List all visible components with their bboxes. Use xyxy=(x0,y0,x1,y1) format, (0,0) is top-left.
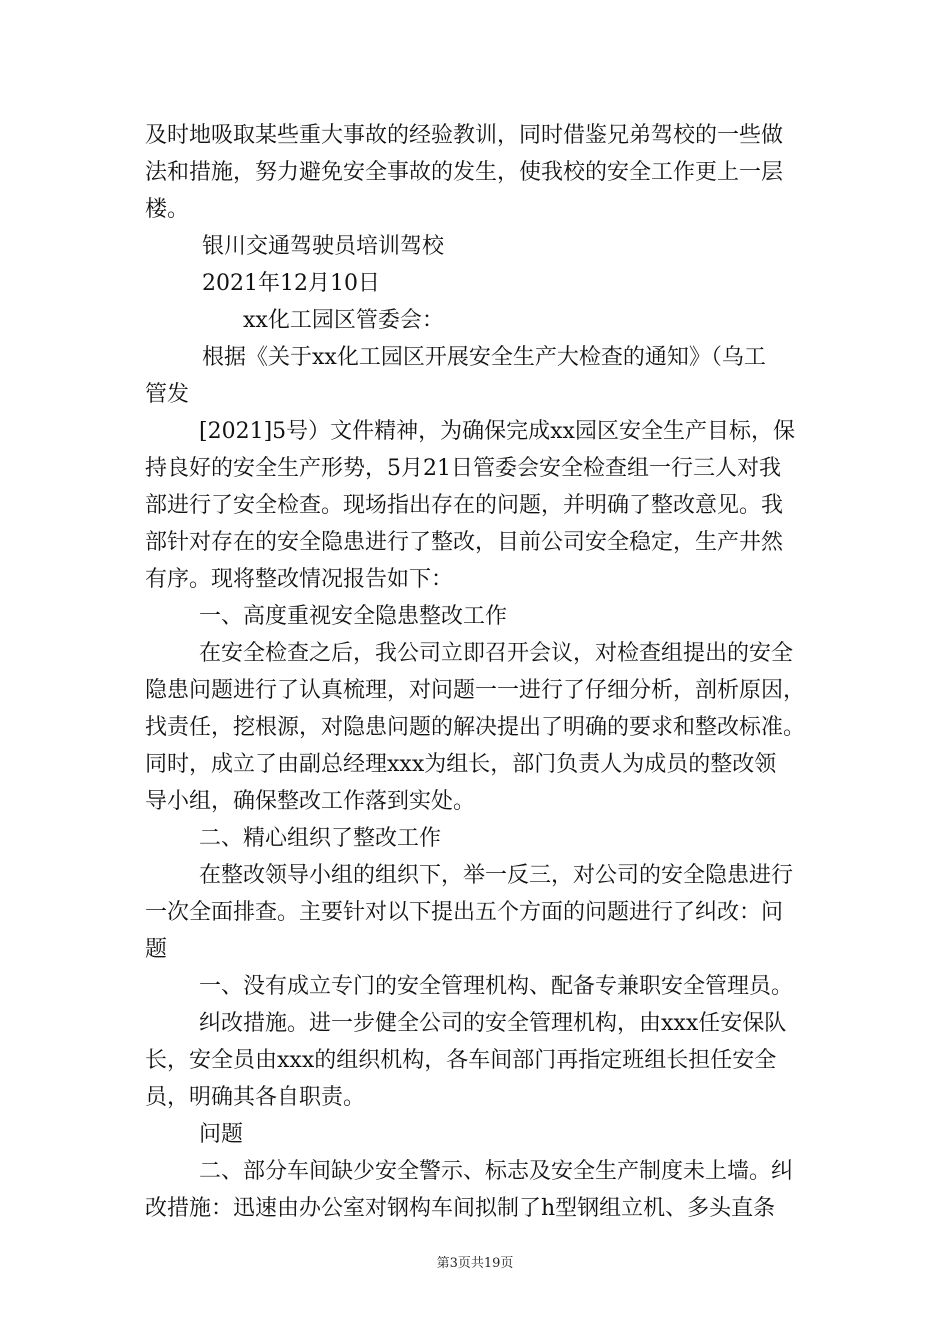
text-line: 改措施：迅速由办公室对钢构车间拟制了h型钢组立机、多头直条 xyxy=(145,1196,776,1221)
text-line: 题 xyxy=(145,937,168,962)
section-heading: 二、精心组织了整改工作 xyxy=(199,826,442,851)
text-line: 一、没有成立专门的安全管理机构、配备专兼职安全管理员。 xyxy=(199,974,794,999)
text-line: [2021]5号）文件精神，为确保完成xx园区安全生产目标，保 xyxy=(199,419,795,444)
addressee: xx化工园区管委会： xyxy=(243,308,444,333)
text-line: 一次全面排查。主要针对以下提出五个方面的问题进行了纠改：问 xyxy=(145,900,784,925)
text-line: 二、部分车间缺少安全警示、标志及安全生产制度未上墙。纠 xyxy=(199,1159,794,1184)
signature-date: 2021年12月10日 xyxy=(202,271,380,296)
document-body xyxy=(145,117,810,1227)
school-name: 银川交通驾驶员培训驾校 xyxy=(202,234,445,259)
text-line: 及时地吸取某些重大事故的经验教训，同时借鉴兄弟驾校的一些做 xyxy=(145,123,784,148)
text-line: 导小组，确保整改工作落到实处。 xyxy=(145,789,476,814)
text-line: 根据《关于xx化工园区开展安全生产大检查的通知》（乌工 xyxy=(202,345,766,370)
section-heading: 一、高度重视安全隐患整改工作 xyxy=(199,604,508,629)
page-number: 第3页共19页 xyxy=(436,1256,514,1271)
text-line: 同时，成立了由副总经理xxx为组长，部门负责人为成员的整改领 xyxy=(145,752,777,777)
text-line: 法和措施，努力避免安全事故的发生，使我校的安全工作更上一层 xyxy=(145,160,784,185)
text-line: 员，明确其各自职责。 xyxy=(145,1085,366,1110)
text-line: 有序。现将整改情况报告如下： xyxy=(145,567,454,592)
text-line: 在整改领导小组的组织下，举一反三，对公司的安全隐患进行 xyxy=(199,863,794,888)
text-line: 楼。 xyxy=(145,197,190,222)
text-line: 隐患问题进行了认真梳理，对问题一一进行了仔细分析，剖析原因， xyxy=(145,678,806,703)
text-line: 在安全检查之后，我公司立即召开会议，对检查组提出的安全 xyxy=(199,641,794,666)
text-line: 找责任，挖根源，对隐患问题的解决提出了明确的要求和整改标准。 xyxy=(145,715,806,740)
text-line: 管发 xyxy=(145,382,190,407)
text-line: 纠改措施。进一步健全公司的安全管理机构，由xxx任安保队 xyxy=(199,1011,787,1036)
text-line: 部针对存在的安全隐患进行了整改，目前公司安全稳定，生产井然 xyxy=(145,530,784,555)
text-line: 持良好的安全生产形势，5月21日管委会安全检查组一行三人对我 xyxy=(145,456,781,481)
text-line: 长，安全员由xxx的组织机构，各车间部门再指定班组长担任安全 xyxy=(145,1048,777,1073)
text-line: 问题 xyxy=(199,1122,244,1147)
text-line: 部进行了安全检查。现场指出存在的问题，并明确了整改意见。我 xyxy=(145,493,784,518)
